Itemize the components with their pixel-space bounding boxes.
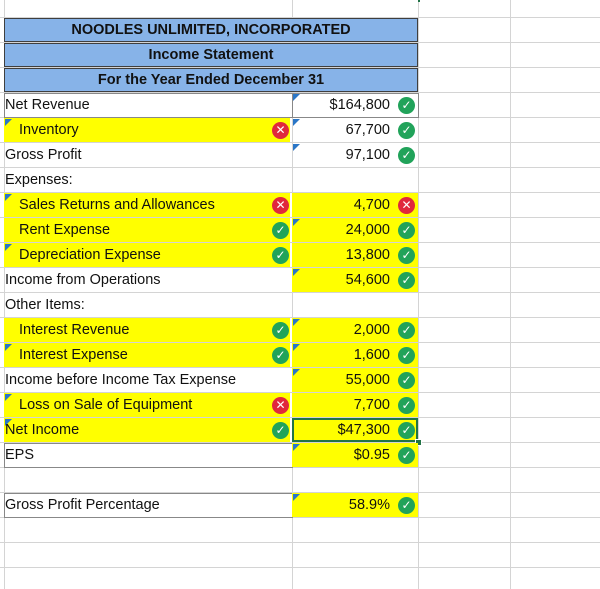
row-gross-profit[interactable] [0,143,600,168]
check-circle-icon: ✓ [398,422,415,439]
x-circle-icon: ✕ [272,197,289,214]
row-label: Rent Expense [19,222,111,238]
row-net-revenue[interactable] [0,93,600,118]
check-circle-icon: ✓ [272,322,289,339]
row-value: 67,700 [345,122,390,138]
statement-title-header[interactable]: Income Statement [4,43,418,67]
row-value: $164,800 [329,97,390,113]
row-loss-on-sale[interactable] [0,393,600,418]
row-value: 24,000 [345,222,390,238]
row-label: Interest Revenue [19,322,130,338]
error-indicator-icon [5,194,12,201]
x-circle-icon: ✕ [272,397,289,414]
row-value: $47,300 [337,422,390,438]
row-interest-revenue[interactable] [0,318,600,343]
row-label: Income before Income Tax Expense [5,372,237,388]
row-other-items-heading[interactable] [0,293,600,318]
row-sales-returns[interactable] [0,193,600,218]
error-indicator-icon [5,394,12,401]
check-circle-icon: ✓ [398,222,415,239]
error-indicator-icon [293,444,300,451]
period-header[interactable]: For the Year Ended December 31 [4,68,418,92]
row-interest-expense[interactable] [0,343,600,368]
row-value: 7,700 [353,397,390,413]
error-indicator-icon [5,119,12,126]
check-circle-icon: ✓ [398,347,415,364]
row-value: 4,700 [353,197,390,213]
company-name-header[interactable]: NOODLES UNLIMITED, INCORPORATED [4,18,418,42]
row-label: Depreciation Expense [19,247,161,263]
row-value: $0.95 [353,447,390,463]
check-circle-icon: ✓ [272,222,289,239]
error-indicator-icon [293,319,300,326]
check-circle-icon: ✓ [398,247,415,264]
error-indicator-icon [293,369,300,376]
row-value: 54,600 [345,272,390,288]
row-income-from-operations[interactable] [0,268,600,293]
check-circle-icon: ✓ [272,247,289,264]
row-value: 1,600 [353,347,390,363]
check-circle-icon: ✓ [398,372,415,389]
row-inventory[interactable] [0,118,600,143]
row-label: Gross Profit [5,147,82,163]
error-indicator-icon [5,244,12,251]
check-circle-icon: ✓ [398,272,415,289]
check-circle-icon: ✓ [398,397,415,414]
row-income-before-tax[interactable] [0,368,600,393]
row-value: 55,000 [345,372,390,388]
error-indicator-icon [293,269,300,276]
row-gross-profit-percentage[interactable] [0,493,600,518]
error-indicator-icon [293,144,300,151]
check-circle-icon: ✓ [398,447,415,464]
row-label: Income from Operations [5,272,161,288]
error-indicator-icon [293,94,300,101]
row-label: Other Items: [5,297,85,313]
check-circle-icon: ✓ [272,347,289,364]
check-circle-icon: ✓ [398,322,415,339]
error-indicator-icon [293,219,300,226]
row-label: Interest Expense [19,347,128,363]
error-indicator-icon [293,494,300,501]
row-eps[interactable] [0,443,600,468]
row-depreciation-expense[interactable] [0,243,600,268]
row-label: Inventory [19,122,79,138]
row-label: Sales Returns and Allowances [19,197,215,213]
row-expenses-heading[interactable] [0,168,600,193]
row-label: Expenses: [5,172,73,188]
x-circle-icon: ✕ [272,122,289,139]
row-rent-expense[interactable] [0,218,600,243]
check-circle-icon: ✓ [398,147,415,164]
error-indicator-icon [293,119,300,126]
check-circle-icon: ✓ [398,122,415,139]
row-label: Gross Profit Percentage [5,497,160,513]
row-label: Net Revenue [5,97,90,113]
error-indicator-icon [293,344,300,351]
row-value: 58.9% [348,497,390,513]
active-cell-selection[interactable] [292,418,418,442]
row-value: 13,800 [345,247,390,263]
error-indicator-icon [5,344,12,351]
row-label: Loss on Sale of Equipment [19,397,193,413]
row-value: 97,100 [345,147,390,163]
x-circle-icon: ✕ [398,197,415,214]
row-value: 2,000 [353,322,390,338]
check-circle-icon: ✓ [398,97,415,114]
check-circle-icon: ✓ [398,497,415,514]
row-label: EPS [5,447,35,463]
check-circle-icon: ✓ [272,422,289,439]
row-label: Net Income [5,422,80,438]
row-net-income[interactable] [0,418,600,443]
